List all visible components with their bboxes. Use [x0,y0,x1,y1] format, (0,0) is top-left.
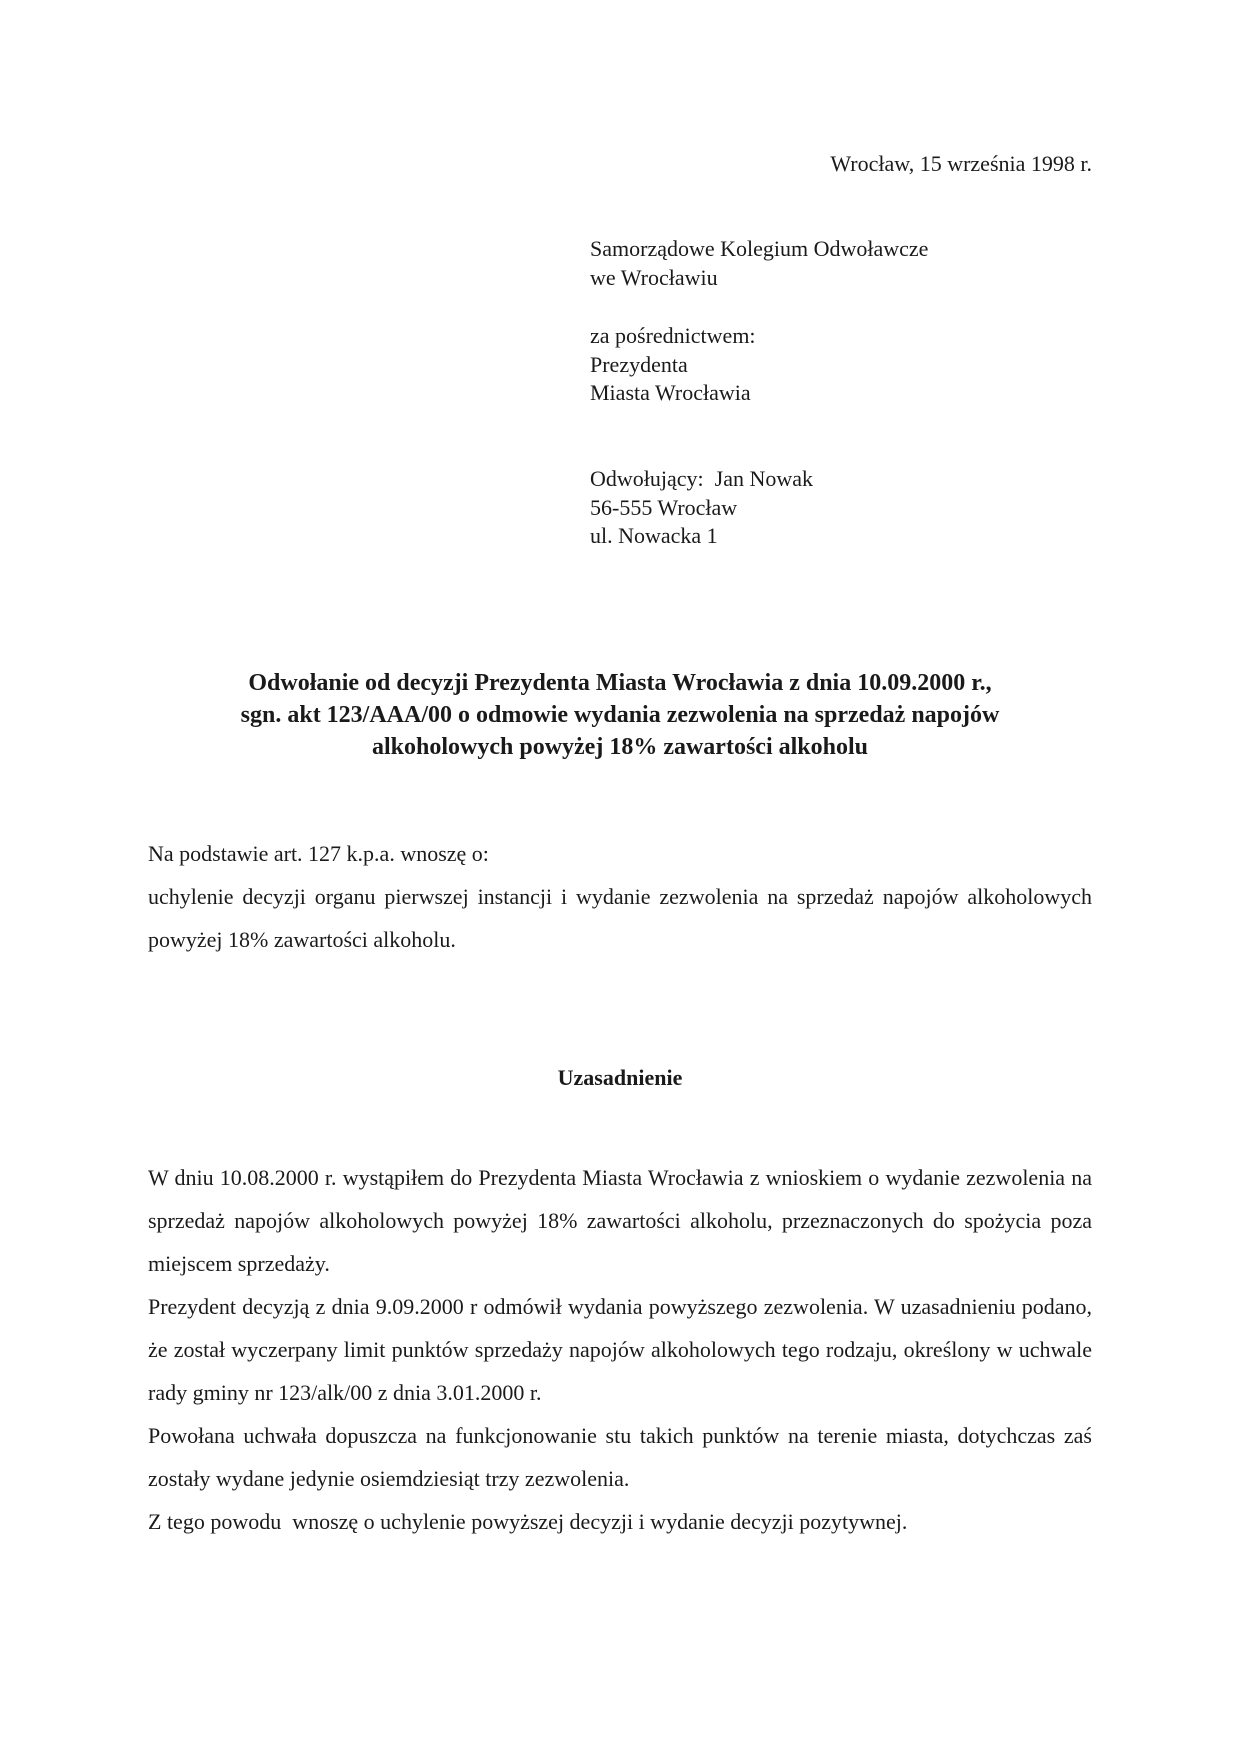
recipient-line: Samorządowe Kolegium Odwoławcze [590,236,929,261]
appellant-line: ul. Nowacka 1 [590,523,718,548]
justification-paragraph: W dniu 10.08.2000 r. wystąpiłem do Prezydenta Miasta Wrocławia z wnioskiem o wydanie zezwolenia na sprzedaż napojów alkoholowych powyżej 18% zawartości alkoholu, przeznaczonych do spożycia poza miejscem sprzedaży. [148,1165,1092,1276]
request-section [148,832,1092,961]
justification-paragraph: Prezydent decyzją z dnia 9.09.2000 r odmówił wydania powyższego zezwolenia. W uzasadnieniu podano, że został wyczerpany limit punktów sprzedaży napojów alkoholowych tego rodzaju, określony w uchwale rady gminy nr 123/alk/00 z dnia 3.01.2000 r. [148,1294,1092,1405]
via-line: Miasta Wrocławia [590,380,751,405]
document-title [130,667,1110,763]
appellant-address [590,465,813,551]
via-line: Prezydenta [590,351,688,377]
justification-section [148,1156,1092,1543]
justification-heading: Uzasadnienie [557,1065,683,1090]
request-text: uchylenie decyzji organu pierwszej instancji i wydanie zezwolenia na sprzedaż napojów alkoholowych powyżej 18% zawartości alkoholu. [148,884,1092,952]
title-line: alkoholowych powyżej 18% zawartości alkoholu [371,734,868,760]
title-line: sgn. akt 123/AAA/00 o odmowie wydania zezwolenia na sprzedaż napojów [240,702,1000,728]
justification-paragraph: Z tego powodu wnoszę o uchylenie powyższej decyzji i wydanie decyzji pozytywnej. [148,1509,908,1534]
request-intro: Na podstawie art. 127 k.p.a. wnoszę o: [148,841,489,866]
via-line: za pośrednictwem: [590,323,756,348]
appellant-line: Odwołujący: Jan Nowak [590,466,814,491]
recipient-line: we Wrocławiu [590,264,718,290]
justification-paragraph: Powołana uchwała dopuszcza na funkcjonowanie stu takich punktów na terenie miasta, dotychczas zaś zostały wydane jedynie osiemdziesiąt trzy zezwolenia. [148,1423,1092,1491]
place-date: Wrocław, 15 września 1998 r. [830,151,1092,176]
recipient-address [590,235,928,292]
via-address [590,322,756,408]
appellant-line: 56-555 Wrocław [590,494,738,520]
title-line: Odwołanie od decyzji Prezydenta Miasta Wrocławia z dnia 10.09.2000 r., [248,670,992,696]
